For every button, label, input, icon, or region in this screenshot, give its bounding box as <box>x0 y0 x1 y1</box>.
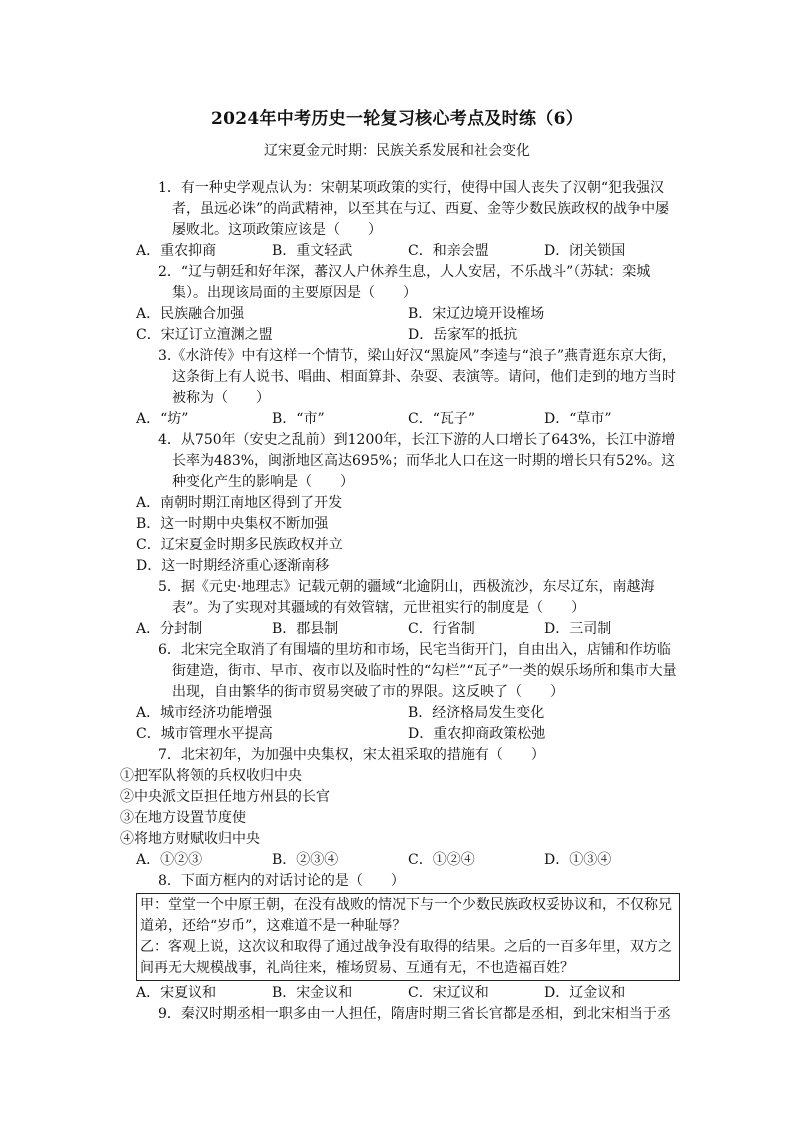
option-c[interactable]: C．行省制 <box>408 621 475 637</box>
statement-3: ③在地方设置节度使 <box>120 810 246 826</box>
option-d[interactable]: D．闭关锁国 <box>544 243 626 259</box>
option-c[interactable]: C．辽宋夏金时期多民族政权并立 <box>136 537 343 553</box>
option-d[interactable]: D．这一时期经济重心逐渐南移 <box>136 558 330 574</box>
question-9-stem: 9．秦汉时期丞相一职多由一人担任，隋唐时期三省长官都是丞相，到北宋相当于丞 <box>158 1006 671 1022</box>
option-b[interactable]: B．“市” <box>272 411 325 427</box>
question-1-options <box>136 241 680 262</box>
question-3-options <box>136 409 680 430</box>
option-c[interactable]: C．“瓦子” <box>408 411 476 427</box>
question-2-stem: 2．“辽与朝廷和好年深，蕃汉人户休养生息，人人安居，不乐战斗”（苏轼：栾城集）。出现该局面的主要原因是（ ） <box>158 264 651 301</box>
option-c[interactable]: C．①②④ <box>408 852 475 868</box>
question-list <box>120 178 680 1025</box>
option-c[interactable]: C．宋辽议和 <box>408 985 489 1001</box>
question-7-stem: 7．北宋初年，为加强中央集权，宋太祖采取的措施有（ ） <box>158 747 545 763</box>
statement-4: ④将地方财赋收归中央 <box>120 831 260 847</box>
question-6-options-row2 <box>136 724 680 745</box>
page-title: 2024年中考历史一轮复习核心考点及时练（6） <box>210 109 584 129</box>
option-c[interactable]: C．宋辽订立澶渊之盟 <box>136 327 273 343</box>
option-b[interactable]: B．经济格局发生变化 <box>408 705 545 721</box>
option-a[interactable]: A．“坊” <box>136 411 189 427</box>
option-d[interactable]: D．①③④ <box>544 852 612 868</box>
question-5-stem: 5．据《元史·地理志》记载元朝的疆域“北逾阴山，西极流沙，东尽辽东，南越海表”。为了实现对其疆域的有效管辖，元世祖实行的制度是（ ） <box>158 579 655 616</box>
option-b[interactable]: B．②③④ <box>272 852 339 868</box>
option-b[interactable]: B．宋金议和 <box>272 985 353 1001</box>
option-a[interactable]: A．重农抑商 <box>136 243 217 259</box>
dialogue-line-jia: 甲：堂堂一个中原王朝，在没有战败的情况下与一个少数民族政权妥协议和，不仅称兄道弟，还给“岁币”，这难道不是一种耻辱？ <box>140 897 672 934</box>
option-a[interactable]: A．宋夏议和 <box>136 985 217 1001</box>
question-3-stem: 3.《水浒传》中有这样一个情节，梁山好汉“黑旋风”李逵与“浪子”燕青逛东京大街，这条街上有人说书、唱曲、相面算卦、杂耍、表演等。请问，他们走到的地方当时被称为（ ） <box>158 348 676 406</box>
question-8-options <box>136 983 680 1004</box>
question-5-options <box>136 619 680 640</box>
option-a[interactable]: A．①②③ <box>136 852 203 868</box>
option-b[interactable]: B．重文轻武 <box>272 243 353 259</box>
option-a[interactable]: A．城市经济功能增强 <box>136 705 273 721</box>
statement-2: ②中央派文臣担任地方州县的长官 <box>120 789 330 805</box>
option-d[interactable]: D．岳家军的抵抗 <box>408 327 518 343</box>
statement-1: ①把军队将领的兵权收归中央 <box>120 768 302 784</box>
question-7-options <box>136 850 680 871</box>
option-b[interactable]: B．郡县制 <box>272 621 339 637</box>
option-d[interactable]: D．三司制 <box>544 621 612 637</box>
question-2-options-row1 <box>136 304 680 325</box>
question-6-options-row1 <box>136 703 680 724</box>
option-b[interactable]: B．这一时期中央集权不断加强 <box>136 516 329 532</box>
dialogue-line-yi: 乙：客观上说，这次议和取得了通过战争没有取得的结果。之后的一百多年里，双方之间再无大规模战事，礼尚往来，榷场贸易、互通有无，不也造福百姓？ <box>140 939 672 976</box>
question-6-stem: 6．北宋完全取消了有围墙的里坊和市场，民宅当街开门，自由出入，店铺和作坊临街建造，街市、早市、夜市以及临时性的“勾栏”“瓦子”一类的娱乐场所和集市大量出现，自由繁华的街市贸易突破了市的界限。这反映了（ ） <box>158 642 677 700</box>
option-d[interactable]: D．重农抑商政策松弛 <box>408 726 546 742</box>
question-1-stem: 1．有一种史学观点认为：宋朝某项政策的实行，使得中国人丧失了汉朝“犯我强汉者，虽远必诛”的尚武精神，以至其在与辽、西夏、金等少数民族政权的战争中屡屡败北。这项政策应该是（ ） <box>158 180 670 238</box>
page-subtitle: 辽宋夏金元时期：民族关系发展和社会变化 <box>264 143 530 159</box>
dialogue-box <box>136 893 680 981</box>
question-8-stem: 8．下面方框内的对话讨论的是（ ） <box>158 873 405 889</box>
question-2-options-row2 <box>136 325 680 346</box>
option-a[interactable]: A．分封制 <box>136 621 203 637</box>
option-c[interactable]: C．和亲会盟 <box>408 243 489 259</box>
option-b[interactable]: B．宋辽边境开设榷场 <box>408 306 545 322</box>
question-4-stem: 4．从750年（安史之乱前）到1200年，长江下游的人口增长了643%，长江中游增长率为483%，闽浙地区高达695%；而华北人口在这一时期的增长只有52%。这种变化产生的影响是（ ） <box>158 432 676 490</box>
option-d[interactable]: D．“草市” <box>544 411 612 427</box>
option-d[interactable]: D．辽金议和 <box>544 985 626 1001</box>
option-a[interactable]: A．南朝时期江南地区得到了开发 <box>136 495 343 511</box>
option-c[interactable]: C．城市管理水平提高 <box>136 726 273 742</box>
option-a[interactable]: A．民族融合加强 <box>136 306 245 322</box>
